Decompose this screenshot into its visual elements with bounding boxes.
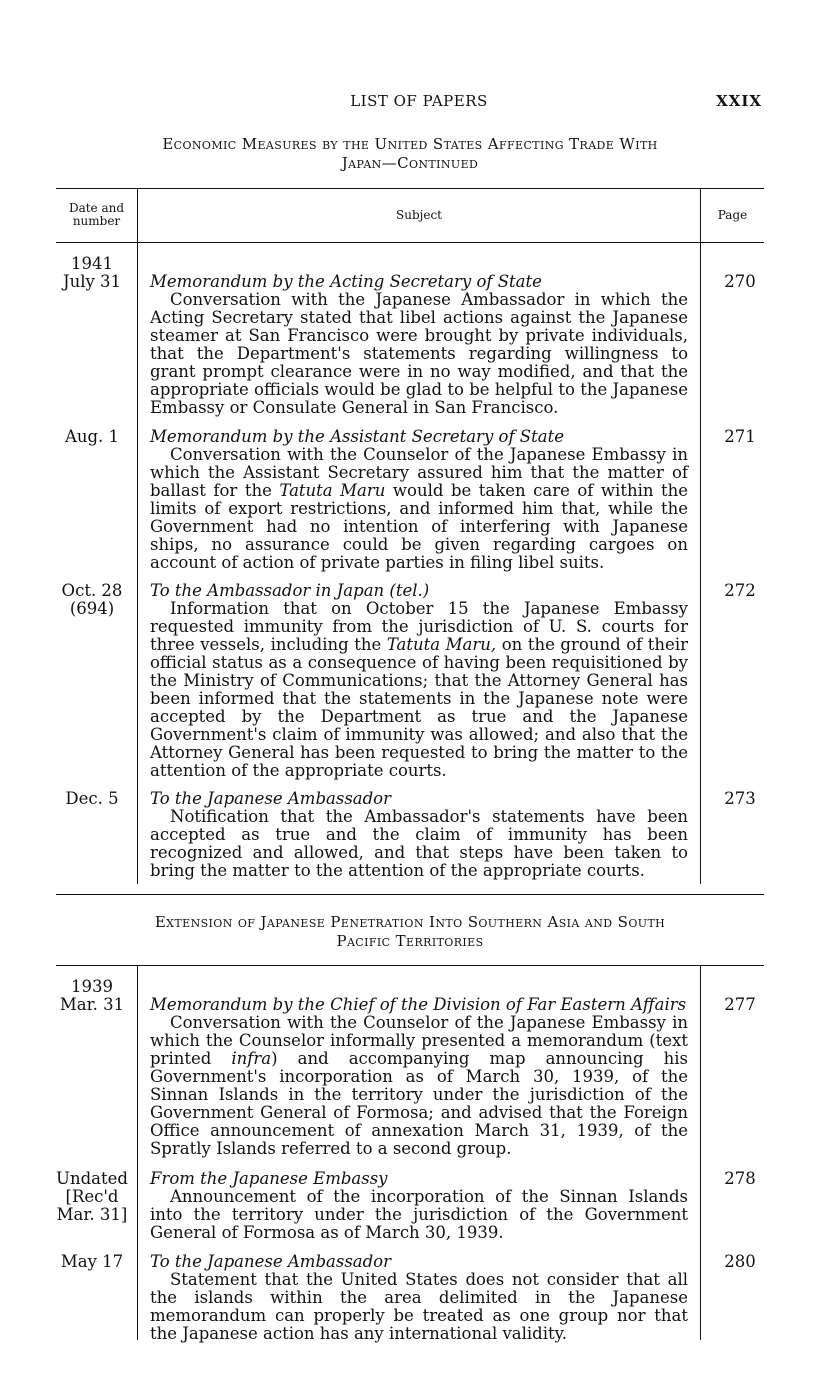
entry-page (708, 1170, 764, 1188)
entry-text-part: Information that on October 15 the Japanese Embassy requested immunity from the jurisdiction of U. S. courts for three vessels, including the (150, 599, 688, 654)
column-divider-left (137, 188, 138, 884)
entry-title: To the Japanese Ambassador (150, 1252, 392, 1271)
entry-subject (150, 582, 688, 780)
entry-subject (150, 996, 688, 1158)
entry-date: Mar. 31 (59, 995, 125, 1014)
section-title (56, 913, 764, 951)
entry-text: Notification that the Ambassador's statements have been accepted as true and the claim of immunity has been recognized and allowed, and that steps have been taken to bring the matter to the attention of the appropriate courts. (150, 807, 688, 880)
entry-page (708, 996, 764, 1014)
entry-text: Conversation with the Japanese Ambassador in which the Acting Secretary stated that libel actions against the Japanese steamer at San Francisco were brought by private individuals, that the Department's statements regarding willingness to grant prompt clearance were in no way modified, and that the appropriate officials would be glad to be helpful to the Japanese Embassy or Consulate General in San Francisco. (150, 290, 688, 417)
entry-page (708, 582, 764, 600)
entry-page-number: 273 (724, 789, 756, 808)
entry-date: Aug. 1 (64, 427, 120, 446)
entry-date-line: Mar. 31] (56, 1205, 128, 1224)
entry-page-number: 277 (724, 995, 756, 1014)
entry-subject (150, 273, 688, 417)
entry-date (56, 582, 128, 618)
entry-subject (150, 1170, 688, 1242)
entry-title: To the Japanese Ambassador (150, 789, 392, 808)
entry-date: July 31 (62, 272, 122, 291)
section-title-line2: Japan—Continued (341, 154, 479, 172)
entry-text-part: ) and accompanying map announcing his Government's incorporation as of March 30, 1939, of the Sinnan Islands in the territory under the jurisdiction of the Government General of Formosa; and advised that the Foreign Office announcement of annexation March 31, 1939, of the Spratly Islands referred to a second group. (150, 1049, 688, 1158)
column-header-page: Page (717, 208, 748, 222)
entry-subject (150, 1253, 688, 1343)
entry-subject (150, 428, 688, 572)
italic-term: infra (231, 1049, 272, 1068)
entry-page (708, 273, 764, 291)
entry-text-part: Conversation with the Counselor of the Japanese Embassy in which the Assistant Secretary assured him that the matter of ballast for the (150, 445, 688, 500)
entry-date (56, 1170, 128, 1224)
page-number-roman: XXIX (716, 92, 762, 110)
ship-name: Tatuta Maru, (386, 635, 497, 654)
section-title (56, 135, 764, 173)
column-header-date-line2: number (72, 214, 121, 228)
entry-title: From the Japanese Embassy (150, 1169, 388, 1188)
ship-name: Tatuta Maru (279, 481, 386, 500)
entry-page (708, 1253, 764, 1271)
entry-subject (150, 790, 688, 880)
section-rule (56, 894, 764, 895)
entry-text-part: would be taken care of within the limits of export restrictions, and informed him that, while the Government had no intention of interfering with Japanese ships, no assurance could be given regarding cargoes on account of action of private parties in filing libel suits. (150, 481, 689, 572)
entry-date-line: Undated (56, 1169, 128, 1188)
entry-text (150, 446, 688, 572)
column-header-date (56, 202, 137, 228)
entry-date: May 17 (60, 1252, 124, 1271)
section-title-line1: Economic Measures by the United States Affecting Trade With (162, 135, 658, 153)
entry-date-day: Oct. 28 (61, 581, 123, 600)
column-divider-right (700, 188, 701, 884)
entry-page-number: 272 (724, 581, 756, 600)
table-header-rule (56, 242, 764, 243)
column-divider-left (137, 965, 138, 1340)
column-header-subject: Subject (396, 208, 442, 222)
entry-page-number: 270 (724, 272, 756, 291)
entry-title: Memorandum by the Acting Secretary of State (150, 272, 542, 291)
entry-text: Announcement of the incorporation of the Sinnan Islands into the territory under the jurisdiction of the Government General of Formosa as of March 30, 1939. (150, 1187, 688, 1242)
entry-title: Memorandum by the Chief of the Division of Far Eastern Affairs (150, 995, 687, 1014)
entry-title: To the Ambassador in Japan (tel.) (150, 581, 430, 600)
entry-page (708, 428, 764, 446)
entry-date-line: [Rec'd (65, 1187, 119, 1206)
section-title-line2: Pacific Territories (336, 932, 484, 950)
running-head-title: LIST OF PAPERS (350, 92, 488, 110)
year-label: 1941 (71, 254, 113, 273)
entry-page (708, 790, 764, 808)
entry-page-number: 271 (724, 427, 756, 446)
entry-text (150, 600, 688, 780)
section-title-line1: Extension of Japanese Penetration Into Southern Asia and South (154, 913, 666, 931)
entry-text (150, 1014, 688, 1158)
entry-page-number: 278 (724, 1169, 756, 1188)
entry-text: Statement that the United States does not consider that all the islands within the area delimited in the Japanese memorandum can properly be treated as one group nor that the Japanese action has any international validity. (150, 1270, 688, 1343)
entry-page-number: 280 (724, 1252, 756, 1271)
entry-date: Dec. 5 (65, 789, 119, 808)
table-top-rule (56, 188, 764, 189)
entry-title: Memorandum by the Assistant Secretary of State (150, 427, 564, 446)
entry-text-part: on the ground of their official status as a consequence of having been requisitioned by the Ministry of Communications; that the Attorney General has been informed that the statements in the Japanese note were accepted by the Department as true and the Japanese Government's claim of immunity was allowed; and also that the Attorney General has been requested to bring the matter to the attention of the appropriate courts. (150, 635, 688, 780)
entry-number: (694) (69, 599, 115, 618)
column-header-date-line1: Date and (68, 201, 125, 215)
table-top-rule (56, 965, 764, 966)
year-label: 1939 (71, 977, 113, 996)
entry-text-part: Conversation with the Counselor of the Japanese Embassy in which the Counselor informally presented a memorandum (text printed (150, 1013, 688, 1068)
column-divider-right (700, 965, 701, 1340)
